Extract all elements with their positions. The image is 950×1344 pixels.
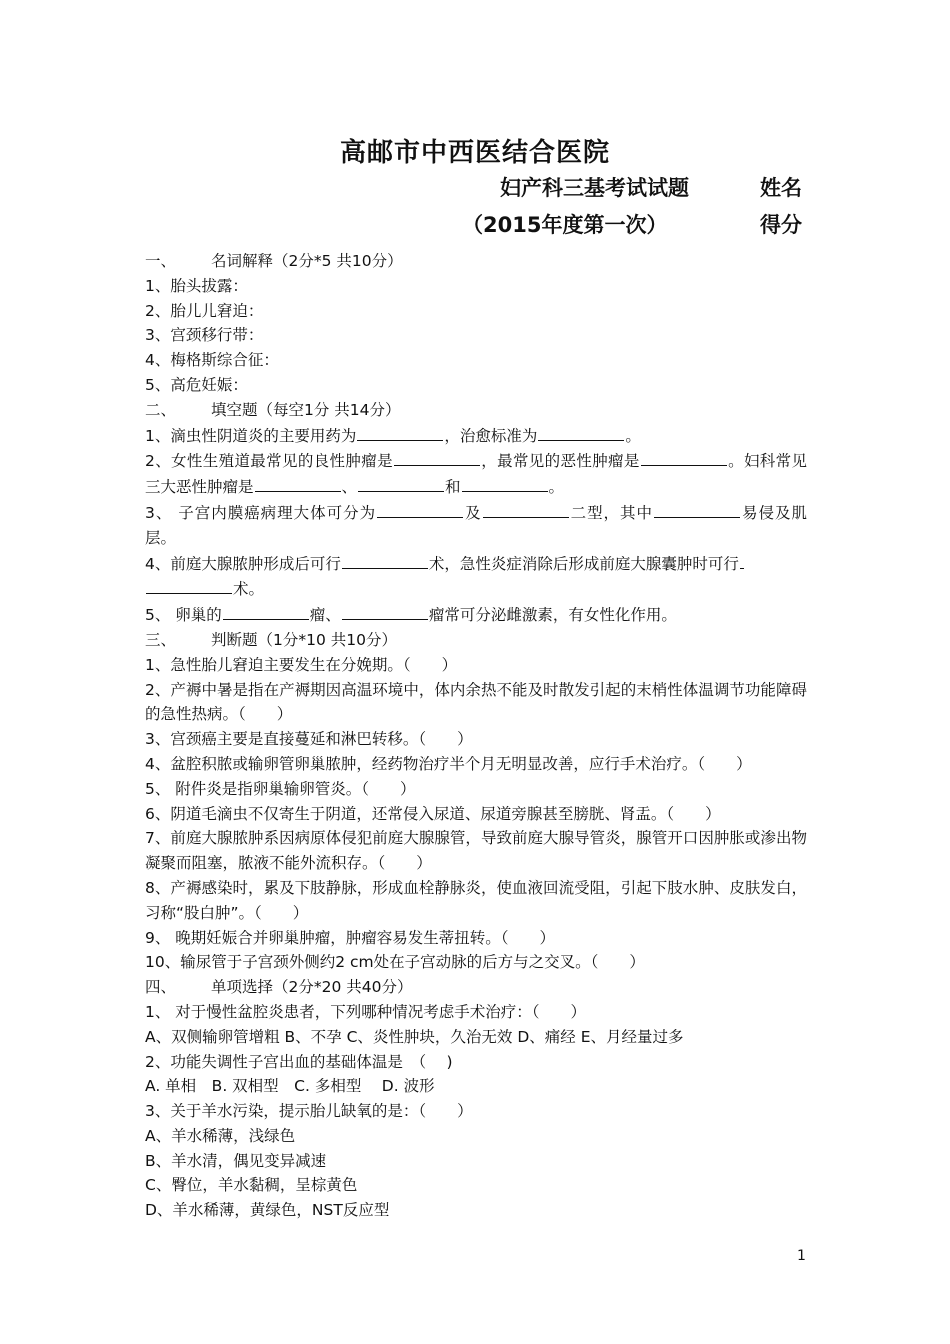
question-text: 。 — [625, 426, 641, 445]
question-text: 4、前庭大腺脓肿形成后可行 — [145, 554, 341, 573]
answer-blank[interactable] — [538, 423, 624, 441]
score-label: 得分 — [760, 213, 802, 237]
question-text: ，治愈标准为 — [444, 426, 538, 445]
question-text: 术，急性炎症消除后形成前庭大腺囊肿时可行 — [428, 554, 739, 573]
term-item: 5、高危妊娠： — [145, 375, 248, 394]
judge-item: 10、输尿管于子宫颈外侧约2 cm处在子宫动脉的后方与之交叉。（ ） — [145, 953, 645, 972]
judge-item: 5、 附件炎是指卵巢输卵管炎。（ ） — [145, 779, 416, 798]
question-text: 和 — [445, 478, 461, 497]
page-number: 1 — [797, 1248, 806, 1264]
section-heading — [145, 398, 807, 423]
question-text: 、 — [341, 478, 358, 497]
answer-blank[interactable] — [377, 500, 463, 518]
choice-question: 2、功能失调性子宫出血的基础体温是 （ ) — [145, 1052, 453, 1071]
fill-question — [145, 551, 807, 603]
section-title: 名词解释（2分*5 共10分） — [211, 252, 403, 270]
judge-item: 7、前庭大腺脓肿系因病原体侵犯前庭大腺腺管，导致前庭大腺导管炎，腺管开口因肿胀或渗出物凝聚而阻塞，脓液不能外流积存。（ ） — [145, 829, 807, 873]
term-item: 1、胎头拔露： — [145, 276, 248, 295]
choice-option: C、臀位，羊水黏稠，呈棕黄色 — [145, 1176, 358, 1195]
answer-blank[interactable] — [342, 551, 428, 569]
question-text: ，最常见的恶性肿瘤是 — [480, 452, 640, 471]
exam-session: （2015年度第一次） — [462, 213, 668, 237]
answer-blank[interactable] — [394, 448, 480, 466]
judge-item: 8、产褥感染时，累及下肢静脉，形成血栓静脉炎，使血液回流受阻，引起下肢水肿、皮肤发白，习称“股白肿”。（ ） — [145, 878, 807, 922]
hospital-title: 高邮市中西医结合医院 — [339, 138, 610, 168]
exam-body — [145, 249, 807, 1223]
choice-options: A. 单相 B. 双相型 C. 多相型 D. 波形 — [145, 1077, 435, 1096]
question-text: 1、滴虫性阴道炎的主要用药为 — [145, 426, 357, 445]
question-text: 瘤常可分泌雌激素，有女性化作用。 — [428, 606, 677, 625]
fill-question — [145, 423, 807, 449]
question-text: 3、 子宫内膜癌病理大体可分为 — [145, 503, 377, 522]
answer-blank[interactable] — [342, 602, 428, 620]
question-text: 易侵及肌层。 — [145, 503, 807, 547]
term-item: 2、胎儿儿窘迫： — [145, 301, 264, 320]
fill-question — [145, 448, 807, 500]
question-text: 5、 卵巢的 — [145, 606, 222, 625]
judge-item: 1、急性胎儿窘迫主要发生在分娩期。（ ） — [145, 655, 458, 674]
judge-item: 6、阴道毛滴虫不仅寄生于阴道，还常侵入尿道、尿道旁腺甚至膀胱、肾盂。（ ） — [145, 804, 721, 823]
question-text: 。 — [548, 478, 565, 497]
question-text: 瘤、 — [309, 606, 341, 625]
section-number: 三、 — [145, 630, 177, 649]
term-item: 3、宫颈移行带： — [145, 326, 264, 345]
section-number: 四、 — [145, 978, 177, 997]
answer-blank[interactable] — [654, 500, 740, 518]
section-heading — [145, 975, 807, 1000]
choice-question: 1、 对于慢性盆腔炎患者，下列哪种情况考虑手术治疗：（ ） — [145, 1002, 587, 1021]
question-text: 二型，其中 — [569, 503, 654, 522]
question-text: 及 — [464, 503, 482, 522]
choice-option: A、羊水稀薄，浅绿色 — [145, 1126, 296, 1145]
answer-blank[interactable] — [462, 474, 548, 492]
answer-blank[interactable] — [740, 551, 744, 569]
section-title: 单项选择（2分*20 共40分） — [211, 978, 413, 997]
answer-blank[interactable] — [255, 474, 341, 492]
choice-question: 3、关于羊水污染，提示胎儿缺氧的是：（ ） — [145, 1102, 473, 1121]
section-title: 填空题（每空1分 共14分） — [211, 400, 401, 419]
term-item: 4、梅格斯综合征： — [145, 351, 279, 370]
choice-option: D、羊水稀薄，黄绿色，NST反应型 — [145, 1201, 390, 1220]
exam-title: 妇产科三基考试试题 — [500, 176, 689, 200]
fill-question — [145, 602, 807, 628]
question-text: 术。 — [233, 580, 265, 599]
answer-blank[interactable] — [483, 500, 569, 518]
section-number: 二、 — [145, 400, 177, 419]
section-heading — [145, 628, 807, 653]
answer-blank[interactable] — [223, 602, 309, 620]
answer-blank[interactable] — [146, 576, 232, 594]
fill-question — [145, 500, 807, 551]
question-text: 。妇科常见三大恶性肿瘤是 — [145, 452, 807, 497]
answer-blank[interactable] — [357, 423, 443, 441]
judge-item: 9、 晚期妊娠合并卵巢肿瘤，肿瘤容易发生蒂扭转。（ ） — [145, 928, 556, 947]
section-number: 一、 — [145, 252, 177, 270]
question-text: 2、女性生殖道最常见的良性肿瘤是 — [145, 452, 393, 471]
section-title: 判断题（1分*10 共10分） — [211, 630, 397, 649]
choice-options: A、双侧输卵管增粗 B、不孕 C、炎性肿块，久治无效 D、痛经 E、月经量过多 — [145, 1027, 684, 1046]
section-heading — [145, 249, 807, 274]
judge-item: 2、产褥中暑是指在产褥期因高温环境中，体内余热不能及时散发引起的末梢性体温调节功能障碍的急性热病。（ ） — [145, 680, 807, 724]
judge-item: 3、宫颈癌主要是直接蔓延和淋巴转移。（ ） — [145, 730, 473, 749]
answer-blank[interactable] — [641, 448, 727, 466]
judge-item: 4、盆腔积脓或输卵管卵巢脓肿，经药物治疗半个月无明显改善，应行手术治疗。（ ） — [145, 754, 752, 773]
choice-option: B、羊水清，偶见变异减速 — [145, 1151, 327, 1170]
name-label: 姓名 — [760, 176, 802, 200]
answer-blank[interactable] — [358, 474, 444, 492]
